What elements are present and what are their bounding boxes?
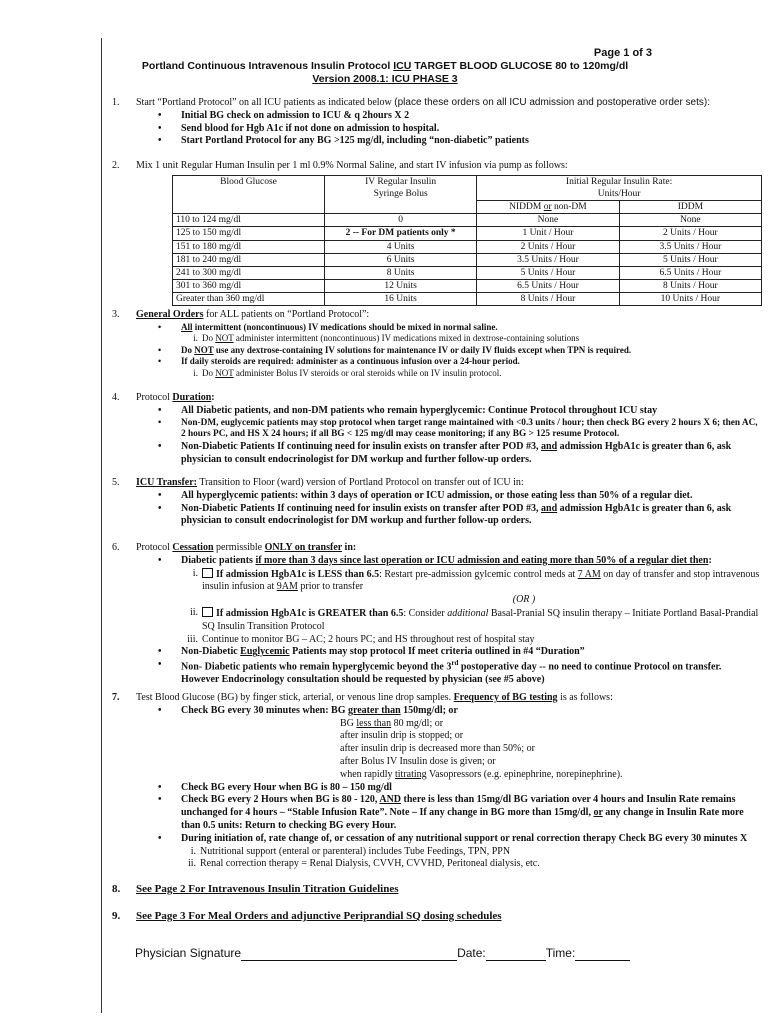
signature-label: Physician Signature (135, 946, 242, 960)
list-item: • Initial BG check on admission to ICU & q 2hours X 2 (136, 110, 762, 123)
list-item: • Check BG every Hour when BG is 80 – 150 mg/dl (136, 782, 762, 795)
time-label: Time: (545, 946, 576, 960)
list-item: • All hyperglycemic patients: within 3 days of operation or ICU admission, or those eating less than 50% of a regular diet. (136, 490, 762, 503)
list-item: • Start Portland Protocol for any BG >125 mg/dl, including “non-diabetic” patients (136, 135, 762, 148)
or-separator: (OR ) (512, 594, 536, 606)
section-5: 5. ICU Transfer: Transition to Floor (ward) version of Portland Protocol on transfer out of ICU in: • All hyperglycemic patients: within 3 days of operation or ICU admission, or those eating less than 50% of a regular diet. • Non-Diabetic Patients If continuing need for insulin exists on transfer after POD #3, and admission HgbA1c is greater than 6, ask physician to consult endocrinologist for DM workup and further follow-up orders. (112, 477, 762, 528)
list-item: when rapidly titrating Vasopressors (e.g. epinephrine, norepinephrine). (340, 768, 623, 780)
table-header: Units/Hour (477, 188, 762, 201)
table-row: 301 to 360 mg/dl 12 Units 6.5 Units / Hour 8 Units / Hour (173, 280, 762, 293)
list-item: • Diabetic patients if more than 3 days since last operation or ICU admission and eating more than 50% of a regular diet then: (136, 555, 762, 568)
list-item: ii. If admission HgbA1c is GREATER than 6.5: Consider additional Basal-Pranial SQ insulin therapy – Initiate Portland Basal-Prandial SQ Insulin Transition Protocol (189, 606, 759, 632)
table-subheader: NIDDM or non-DM (477, 201, 620, 214)
protocol-version: Version 2008.1: ICU PHASE 3 (312, 73, 458, 85)
protocol-title: Portland Continuous Intravenous Insulin Protocol ICU TARGET BLOOD GLUCOSE 80 to 120mg/dl (141, 60, 629, 72)
checkbox[interactable] (202, 568, 213, 578)
page-3-reference: See Page 3 For Meal Orders and adjunctive Periprandial SQ dosing schedules (136, 910, 502, 922)
section-9: 9. See Page 3 For Meal Orders and adjunctive Periprandial SQ dosing schedules (112, 909, 762, 923)
list-item: after Bolus IV Insulin dose is given; or (340, 755, 496, 767)
list-item: i. If admission HgbA1c is LESS than 6.5: Restart pre-admission gylcemic control meds at 7 AM on day of transfer and stop intravenous insulin infusion at 9AM prior to transfer (192, 567, 760, 593)
section-4: 4. Protocol Duration: • All Diabetic patients, and non-DM patients who remain hyperglycemic: Continue Protocol throughout ICU stay • Non-DM, euglycemic patients may stop protocol when target range maintained with <0.3 units / hour; then check BG every 2 hours X 6; then AC, 2 hours PC, and HS X 24 hours; if all BG < 125 mg/dl may cease monitoring; if any BG > 125 resume Protocol. • Non-Diabetic Patients If continuing need for insulin exists on transfer after POD #3, and admission HgbA1c is greater than 6, ask physician to consult endocrinologist for DM workup and further follow-up orders. (112, 392, 762, 467)
signature-field[interactable] (241, 948, 457, 961)
section-2: 2. Mix 1 unit Regular Human Insulin per 1 ml 0.9% Normal Saline, and start IV infusion via pump as follows: Blood Glucose IV Regular Insulin Syringe Bolus Initial Regular Insulin Rate: Units/Hour NIDDM or non-DM IDDM 110 to 124 mg/dl 0 None None 125 to 150 mg/dl 2 -- For DM patients only * 1 Unit / Hour 2 Units / Hour 151 to 180 mg/dl 4 Units 2 Units / Hour 3.5 Units / Hour 181 to 240 mg/dl 6 Units 3.5 Units / Hour 5 Units / Hour 241 to 300 mg/dl 8 Units 5 Units / Hour 6.5 Units / Hour 301 to 360 mg/dl 12 Units 6.5 Units / Hour 8 Units / Hour Greater than 360 mg/dl 16 Units 8 Units / Hour 10 Units / Hour (112, 160, 762, 306)
list-item: • If daily steroids are required: administer as a continuous infusion over a 24-hour period. (136, 356, 762, 368)
section-8: 8. See Page 2 For Intravenous Insulin Titration Guidelines (112, 882, 762, 896)
signature-block (135, 946, 630, 961)
section-3: 3. General Orders for ALL patients on “Portland Protocol”: • All intermittent (noncontinuous) IV medications should be mixed in normal saline. i. Do NOT administer intermittent (noncontinuous) IV medications mixed in dextrose-containing solutions • Do NOT use any dextrose-containing IV solutions for maintenance IV or daily IV fluids except when TPN is required. • If daily steroids are required: administer as a continuous infusion over a 24-hour period. i. Do NOT administer Bolus IV steroids or oral steroids while on IV insulin protocol. (112, 309, 762, 379)
list-item: • Do NOT use any dextrose-containing IV solutions for maintenance IV or daily IV fluids except when TPN is required. (136, 345, 762, 357)
list-item: iii. Continue to monitor BG – AC; 2 hours PC; and HS throughout rest of hospital stay (187, 633, 535, 645)
table-row: 125 to 150 mg/dl 2 -- For DM patients only * 1 Unit / Hour 2 Units / Hour (173, 227, 762, 240)
page-number: Page 1 of 3 (593, 47, 652, 59)
table-header: IV Regular Insulin Syringe Bolus (325, 175, 477, 213)
list-item: • Non-Diabetic Euglycemic Patients may stop protocol If meet criteria outlined in #4 “Duration” (136, 646, 762, 659)
table-header: Blood Glucose (173, 175, 325, 213)
date-field[interactable] (486, 948, 546, 961)
bg-30min-conditions (136, 718, 762, 782)
list-item: ii. Renal correction therapy = Renal Dialysis, CVVH, CVVHD, Peritoneal dialysis, etc. (187, 858, 540, 870)
list-item: • Non-Diabetic Patients If continuing need for insulin exists on transfer after POD #3, and admission HgbA1c is greater than 6, ask physician to consult endocrinologist for DM workup and further follow-up orders. (136, 503, 762, 529)
list-item: • Send blood for Hgb A1c if not done on admission to hospital. (136, 123, 762, 136)
list-item: • Check BG every 30 minutes when: BG greater than 150mg/dl; or (136, 705, 762, 718)
list-item: • During initiation of, rate change of, or cessation of any nutritional support or renal correction therapy Check BG every 30 minutes X (136, 833, 762, 846)
checkbox[interactable] (202, 607, 213, 617)
list-item: i. Do NOT administer intermittent (noncontinuous) IV medications mixed in dextrose-containing solutions (193, 333, 580, 344)
list-item: • Non-Diabetic Patients If continuing need for insulin exists on transfer after POD #3, and admission HgbA1c is greater than 6, ask physician to consult endocrinologist for DM workup and further follow-up orders. (136, 441, 762, 467)
list-item: after insulin drip is decreased more than 50%; or (340, 743, 535, 755)
list-item: i. Do NOT administer Bolus IV steroids or oral steroids while on IV insulin protocol. (193, 367, 502, 378)
table-row: 181 to 240 mg/dl 6 Units 3.5 Units / Hour 5 Units / Hour (173, 253, 762, 266)
insulin-dosing-table (172, 175, 762, 307)
section-6: 6. Protocol Cessation permissible ONLY on transfer in: • Diabetic patients if more than 3 days since last operation or ICU admission and eating more than 50% of a regular diet then: i. If admission HgbA1c is LESS than 6.5: Restart pre-admission gylcemic control meds at 7 AM on day of transfer and stop intravenous insulin infusion at 9AM prior to transfer (OR ) ii. If admission HgbA1c is GREATER than 6.5: Consider additional Basal-Pranial SQ insulin therapy – Initiate Portland Basal-Prandial SQ Insulin Transition Protocol iii. Continue to monitor BG – AC; 2 hours PC; and HS throughout rest of hospital stay • Non-Diabetic Euglycemic Patients may stop protocol If meet criteria outlined in #4 “Duration” • Non- Diabetic patients who remain hyperglycemic beyond the 3rd postoperative day -- no need to continue Protocol on transfer. However Endocrinology consultation should be requested by physician (see #5 above) (112, 542, 762, 687)
section-7: 7. Test Blood Glucose (BG) by finger stick, arterial, or venous line drop samples. Frequency of BG testing is as follows: • Check BG every 30 minutes when: BG greater than 150mg/dl; or BG less than 80 mg/dl; or after insulin drip is stopped; or after insulin drip is decreased more than 50%; or after Bolus IV Insulin dose is given; or when rapidly titrating Vasopressors (e.g. epinephrine, norepinephrine). • Check BG every Hour when BG is 80 – 150 mg/dl • Check BG every 2 Hours when BG is 80 - 120, AND there is less than 15mg/dl BG variation over 4 hours and Insulin Rate remains unchanged for 4 hours – “Stable Infusion Rate”. Note – If any change in BG more than 15mg/dl, or any change in Insulin Rate more than 0.5 units: Return to checking BG every Hour. • During initiation of, rate change of, or cessation of any nutritional support or renal correction therapy Check BG every 30 minutes X i. Nutritional support (enteral or parenteral) includes Tube Feedings, TPN, PPN ii. Renal correction therapy = Renal Dialysis, CVVH, CVVHD, Peritoneal dialysis, etc. (112, 692, 762, 871)
list-item: • All intermittent (noncontinuous) IV medications should be mixed in normal saline. (136, 322, 762, 334)
table-header: Initial Regular Insulin Rate: (477, 175, 762, 188)
list-item: • All Diabetic patients, and non-DM patients who remain hyperglycemic: Continue Protocol throughout ICU stay (136, 405, 762, 418)
table-row: 110 to 124 mg/dl 0 None None (173, 214, 762, 227)
left-margin-rule (101, 38, 102, 1013)
table-row: 151 to 180 mg/dl 4 Units 2 Units / Hour 3.5 Units / Hour (173, 240, 762, 253)
list-item: BG less than 80 mg/dl; or (340, 717, 444, 729)
table-row: Greater than 360 mg/dl 16 Units 8 Units / Hour 10 Units / Hour (173, 293, 762, 306)
list-item: after insulin drip is stopped; or (340, 730, 464, 742)
time-field[interactable] (575, 948, 630, 961)
list-item: • Non- Diabetic patients who remain hyperglycemic beyond the 3rd postoperative day -- no need to continue Protocol on transfer. However Endocrinology consultation should be requested by physician (see #5 above) (136, 659, 762, 687)
page-2-reference: See Page 2 For Intravenous Insulin Titration Guidelines (136, 883, 399, 895)
table-subheader: IDDM (619, 201, 761, 214)
list-item: • Non-DM, euglycemic patients may stop protocol when target range maintained with <0.3 units / hour; then check BG every 2 hours X 6; then AC, 2 hours PC, and HS X 24 hours; if all BG < 125 mg/dl may cease monitoring; if any BG > 125 resume Protocol. (136, 418, 762, 442)
date-label: Date: (457, 946, 486, 960)
table-row: 241 to 300 mg/dl 8 Units 5 Units / Hour 6.5 Units / Hour (173, 266, 762, 279)
list-item: i. Nutritional support (enteral or parenteral) includes Tube Feedings, TPN, PPN (190, 845, 511, 857)
section-1-bullets (136, 110, 762, 148)
list-item: • Check BG every 2 Hours when BG is 80 - 120, AND there is less than 15mg/dl BG variation over 4 hours and Insulin Rate remains unchanged for 4 hours – “Stable Infusion Rate”. Note – If any change in BG more than 15mg/dl, or any change in Insulin Rate more than 0.5 units: Return to checking BG every Hour. (136, 794, 762, 832)
section-1: 1. Start “Portland Protocol” on all ICU patients as indicated below (place these orders on all ICU admission and postoperative order sets): • Initial BG check on admission to ICU & q 2hours X 2 • Send blood for Hgb A1c if not done on admission to hospital. • Start Portland Protocol for any BG >125 mg/dl, including “non-diabetic” patients (112, 97, 762, 148)
